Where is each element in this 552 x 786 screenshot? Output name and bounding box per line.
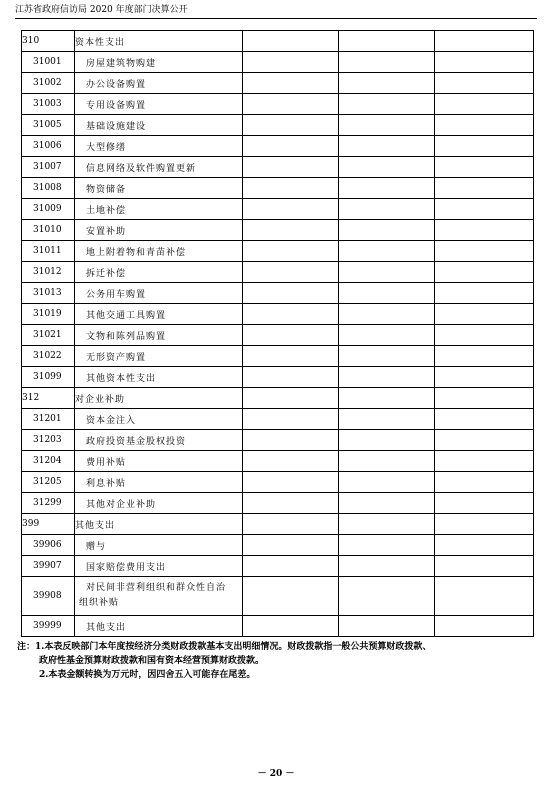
- amount-cell: [339, 73, 435, 94]
- amount-cell: [339, 451, 435, 472]
- amount-cell: [339, 136, 435, 157]
- amount-cell: [435, 283, 534, 304]
- amount-cell: [435, 115, 534, 136]
- table-row: [22, 157, 534, 178]
- amount-cell: [339, 430, 435, 451]
- row-name: 无形资产购置: [75, 346, 243, 367]
- row-code: 399: [22, 514, 75, 535]
- row-code: 312: [22, 388, 75, 409]
- row-code: 31099: [22, 367, 75, 388]
- row-code: 31012: [22, 262, 75, 283]
- row-name: 资本金注入: [75, 409, 243, 430]
- amount-cell: [435, 409, 534, 430]
- amount-cell: [243, 178, 339, 199]
- amount-cell: [243, 616, 339, 637]
- amount-cell: [339, 514, 435, 535]
- amount-cell: [243, 556, 339, 577]
- amount-cell: [243, 199, 339, 220]
- row-name: 安置补助: [75, 220, 243, 241]
- table-row: [22, 31, 534, 52]
- row-code: 31299: [22, 493, 75, 514]
- page-number: － 20 －: [257, 769, 295, 779]
- amount-cell: [243, 262, 339, 283]
- expenditure-table: [21, 30, 534, 637]
- row-name: 文物和陈列品购置: [75, 325, 243, 346]
- amount-cell: [339, 493, 435, 514]
- amount-cell: [243, 241, 339, 262]
- amount-cell: [243, 367, 339, 388]
- row-name: 政府投资基金股权投资: [75, 430, 243, 451]
- row-code: 31021: [22, 325, 75, 346]
- table-row: [22, 52, 534, 73]
- document-header: 江苏省政府信访局 2020 年度部门决算公开: [15, 5, 188, 15]
- amount-cell: [435, 493, 534, 514]
- table-row: [22, 514, 534, 535]
- table-row: [22, 283, 534, 304]
- amount-cell: [243, 493, 339, 514]
- row-name: 国家赔偿费用支出: [75, 556, 243, 577]
- amount-cell: [243, 472, 339, 493]
- row-name: 土地补偿: [75, 199, 243, 220]
- amount-cell: [435, 535, 534, 556]
- row-code: 31019: [22, 304, 75, 325]
- table-row: [22, 451, 534, 472]
- amount-cell: [435, 430, 534, 451]
- amount-cell: [435, 346, 534, 367]
- row-name: 其他对企业补助: [75, 493, 243, 514]
- table-row: [22, 556, 534, 577]
- amount-cell: [435, 73, 534, 94]
- amount-cell: [339, 178, 435, 199]
- amount-cell: [243, 409, 339, 430]
- row-code: 31010: [22, 220, 75, 241]
- table-row: [22, 199, 534, 220]
- row-name: 信息网络及软件购置更新: [75, 157, 243, 178]
- row-name: 赠与: [75, 535, 243, 556]
- amount-cell: [339, 325, 435, 346]
- amount-cell: [339, 115, 435, 136]
- amount-cell: [339, 283, 435, 304]
- amount-cell: [339, 535, 435, 556]
- amount-cell: [435, 199, 534, 220]
- amount-cell: [435, 325, 534, 346]
- amount-cell: [435, 220, 534, 241]
- row-code: 39908: [22, 577, 75, 616]
- row-name: 利息补贴: [75, 472, 243, 493]
- amount-cell: [243, 535, 339, 556]
- amount-cell: [339, 304, 435, 325]
- amount-cell: [339, 241, 435, 262]
- row-code: 39999: [22, 616, 75, 637]
- amount-cell: [339, 346, 435, 367]
- amount-cell: [435, 388, 534, 409]
- note-line: 2.本表金额转换为万元时，因四舍五入可能存在尾差。: [39, 670, 256, 680]
- table-row: [22, 616, 534, 637]
- amount-cell: [435, 514, 534, 535]
- amount-cell: [435, 157, 534, 178]
- amount-cell: [339, 157, 435, 178]
- amount-cell: [339, 262, 435, 283]
- row-name: 公务用车购置: [75, 283, 243, 304]
- row-code: 39906: [22, 535, 75, 556]
- amount-cell: [435, 262, 534, 283]
- amount-cell: [435, 616, 534, 637]
- row-code: 31008: [22, 178, 75, 199]
- amount-cell: [339, 94, 435, 115]
- row-name: 其他支出: [75, 616, 243, 637]
- row-name: [75, 577, 243, 616]
- table-row: [22, 136, 534, 157]
- note-line: 政府性基金预算财政拨款和国有资本经营预算财政拨款。: [39, 656, 265, 666]
- table-row: [22, 430, 534, 451]
- row-code: 39907: [22, 556, 75, 577]
- table-row: [22, 262, 534, 283]
- row-code: 31005: [22, 115, 75, 136]
- amount-cell: [435, 94, 534, 115]
- amount-cell: [435, 304, 534, 325]
- table-row: [22, 220, 534, 241]
- note-line: 注：1.本表反映部门本年度按经济分类财政拨款基本支出明细情况。财政拨款指一般公共预算财政拨款、: [17, 642, 432, 652]
- row-code: 31002: [22, 73, 75, 94]
- header-rule: [15, 18, 537, 19]
- table-row: [22, 409, 534, 430]
- row-code: 31009: [22, 199, 75, 220]
- amount-cell: [243, 94, 339, 115]
- amount-cell: [243, 283, 339, 304]
- amount-cell: [243, 325, 339, 346]
- table-row: [22, 346, 534, 367]
- row-code: 31205: [22, 472, 75, 493]
- amount-cell: [339, 409, 435, 430]
- table-row: [22, 115, 534, 136]
- row-code: 31013: [22, 283, 75, 304]
- amount-cell: [243, 220, 339, 241]
- amount-cell: [243, 388, 339, 409]
- table-row: [22, 388, 534, 409]
- row-name: 专用设备购置: [75, 94, 243, 115]
- row-code: 310: [22, 31, 75, 52]
- row-name-line: 对民间非营利组织和群众性自治: [86, 583, 227, 593]
- row-name: 办公设备购置: [75, 73, 243, 94]
- amount-cell: [243, 451, 339, 472]
- amount-cell: [243, 430, 339, 451]
- amount-cell: [435, 367, 534, 388]
- amount-cell: [435, 52, 534, 73]
- row-name: 地上附着物和青苗补偿: [75, 241, 243, 262]
- amount-cell: [243, 136, 339, 157]
- table-row: [22, 493, 534, 514]
- amount-cell: [339, 577, 435, 616]
- row-code: 31022: [22, 346, 75, 367]
- row-name: 其他支出: [75, 514, 243, 535]
- amount-cell: [435, 241, 534, 262]
- row-name: 资本性支出: [75, 31, 243, 52]
- table-row: [22, 367, 534, 388]
- table-row: [22, 325, 534, 346]
- table-row: [22, 178, 534, 199]
- amount-cell: [339, 616, 435, 637]
- amount-cell: [243, 52, 339, 73]
- amount-cell: [243, 115, 339, 136]
- table-row: [22, 94, 534, 115]
- amount-cell: [339, 556, 435, 577]
- row-code: 31204: [22, 451, 75, 472]
- amount-cell: [243, 577, 339, 616]
- row-code: 31011: [22, 241, 75, 262]
- amount-cell: [339, 199, 435, 220]
- amount-cell: [339, 31, 435, 52]
- row-code: 31007: [22, 157, 75, 178]
- table-row: [22, 577, 534, 616]
- amount-cell: [435, 556, 534, 577]
- amount-cell: [435, 178, 534, 199]
- row-name: 拆迁补偿: [75, 262, 243, 283]
- table-row: [22, 472, 534, 493]
- row-code: 31201: [22, 409, 75, 430]
- row-code: 31003: [22, 94, 75, 115]
- amount-cell: [435, 136, 534, 157]
- row-name: 对企业补助: [75, 388, 243, 409]
- row-code: 31001: [22, 52, 75, 73]
- amount-cell: [243, 73, 339, 94]
- row-name: 基础设施建设: [75, 115, 243, 136]
- amount-cell: [339, 388, 435, 409]
- amount-cell: [435, 577, 534, 616]
- table-row: [22, 73, 534, 94]
- row-name: 房屋建筑物购建: [75, 52, 243, 73]
- row-name: 其他交通工具购置: [75, 304, 243, 325]
- amount-cell: [339, 367, 435, 388]
- amount-cell: [243, 304, 339, 325]
- table-row: [22, 241, 534, 262]
- row-name: 大型修缮: [75, 136, 243, 157]
- table-row: [22, 535, 534, 556]
- amount-cell: [435, 31, 534, 52]
- row-name-line: 组织补贴: [79, 598, 120, 608]
- amount-cell: [339, 52, 435, 73]
- row-name: 其他资本性支出: [75, 367, 243, 388]
- amount-cell: [435, 472, 534, 493]
- row-name: 物资储备: [75, 178, 243, 199]
- amount-cell: [243, 514, 339, 535]
- amount-cell: [243, 346, 339, 367]
- row-code: 31203: [22, 430, 75, 451]
- amount-cell: [435, 451, 534, 472]
- amount-cell: [243, 31, 339, 52]
- row-code: 31006: [22, 136, 75, 157]
- amount-cell: [339, 472, 435, 493]
- row-name: 费用补贴: [75, 451, 243, 472]
- table-notes: [17, 640, 537, 682]
- amount-cell: [339, 220, 435, 241]
- amount-cell: [243, 157, 339, 178]
- table-row: [22, 304, 534, 325]
